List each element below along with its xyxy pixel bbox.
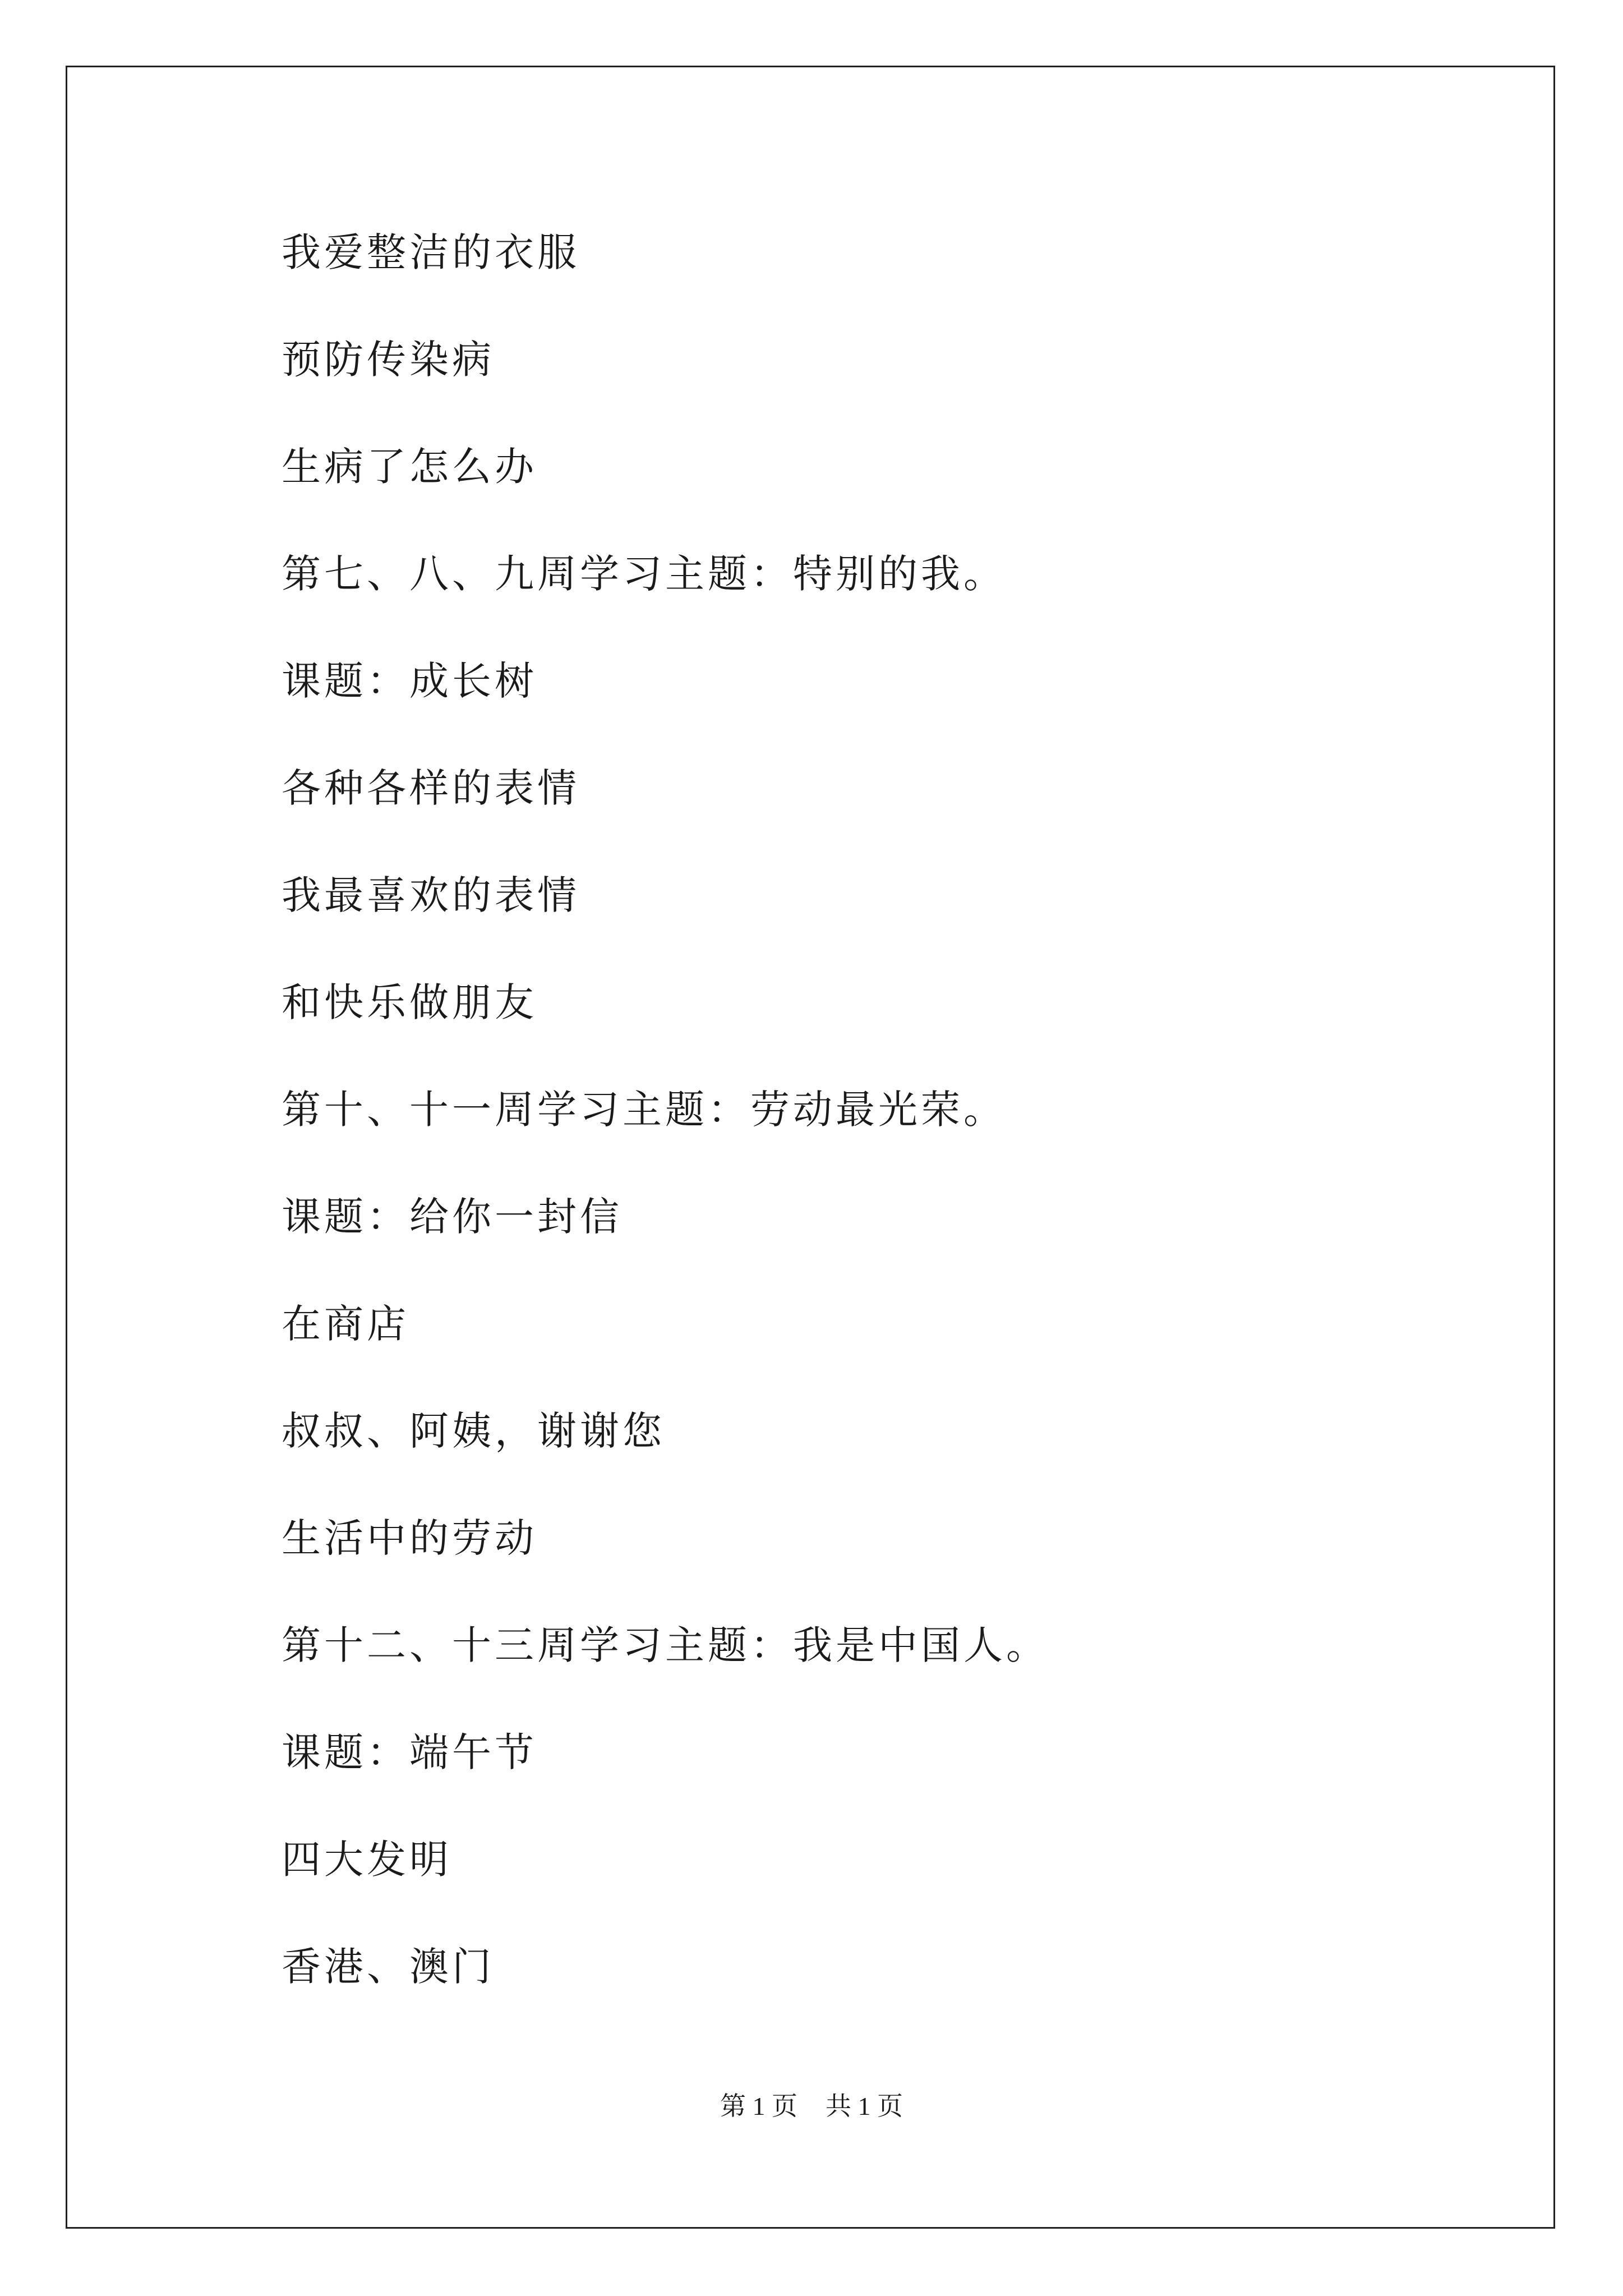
page-footer (0, 2087, 1623, 2126)
text-line: 叔叔、阿姨，谢谢您 (282, 1408, 665, 1454)
section-heading: 第十、十一周学习主题：劳动最光荣。 (282, 1087, 1006, 1133)
page-total: 共 1 页 (826, 2092, 903, 2120)
text-line: 和快乐做朋友 (282, 979, 537, 1025)
text-line: 在商店 (282, 1301, 409, 1347)
text-line: 课题：端午节 (282, 1729, 537, 1775)
page-number: 第 1 页 (720, 2092, 797, 2120)
text-line: 预防传染病 (282, 337, 495, 383)
text-line: 我爱整洁的衣服 (282, 229, 580, 275)
section-heading: 第十二、十三周学习主题：我是中国人。 (282, 1622, 1049, 1668)
text-line: 我最喜欢的表情 (282, 872, 580, 918)
section-heading: 第七、八、九周学习主题：特别的我。 (282, 551, 1006, 597)
text-line: 各种各样的表情 (282, 765, 580, 811)
text-line: 课题：给你一封信 (282, 1194, 623, 1240)
text-line: 生病了怎么办 (282, 444, 537, 490)
text-line: 生活中的劳动 (282, 1515, 537, 1561)
text-line: 四大发明 (282, 1837, 452, 1883)
text-line: 香港、澳门 (282, 1944, 495, 1990)
document-body (282, 213, 1459, 2035)
text-line: 课题：成长树 (282, 658, 537, 704)
